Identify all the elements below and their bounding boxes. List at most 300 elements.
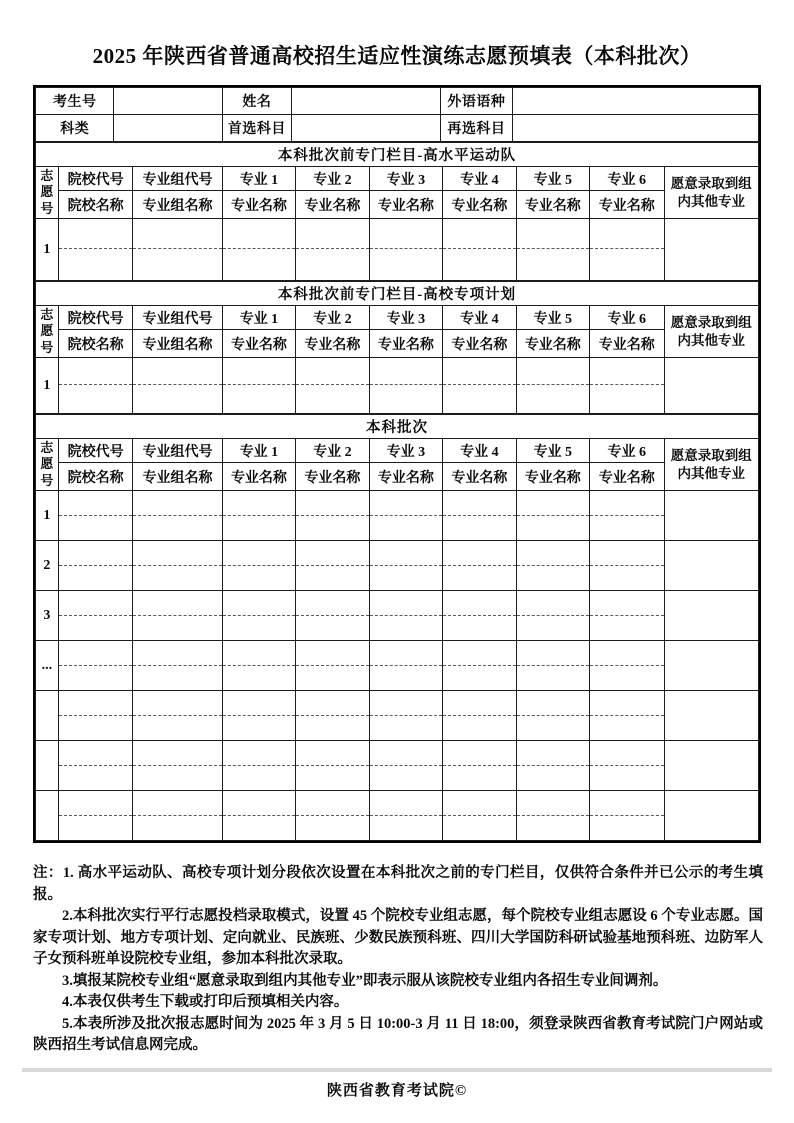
name-field[interactable]: [223, 616, 295, 640]
code-field[interactable]: [370, 358, 442, 385]
code-field[interactable]: [590, 691, 663, 716]
name-field[interactable]: [59, 766, 132, 790]
adjustment-field[interactable]: [664, 491, 758, 541]
name-field[interactable]: [590, 249, 663, 280]
name-field[interactable]: [370, 616, 442, 640]
name-field[interactable]: [223, 666, 295, 690]
major-2-cell: [296, 219, 369, 281]
name-field[interactable]: [590, 385, 663, 413]
name-field[interactable]: [296, 566, 368, 590]
name-field[interactable]: [370, 766, 442, 790]
volunteer-row: [36, 491, 759, 541]
major-group-name-header: 专业组名称: [133, 330, 222, 358]
volunteer-no-cell: ...: [36, 641, 59, 691]
code-field[interactable]: [370, 541, 442, 566]
name-field[interactable]: [517, 616, 589, 640]
major-group-code-header: 专业组代号: [133, 439, 222, 463]
name-field[interactable]: [590, 716, 663, 740]
name-field[interactable]: [296, 766, 368, 790]
name-field[interactable]: [517, 716, 589, 740]
code-field[interactable]: [223, 591, 295, 616]
major-2-header: 专业 2: [296, 167, 369, 191]
code-field[interactable]: [517, 691, 589, 716]
name-field[interactable]: [296, 716, 368, 740]
willing-adjustment-header: 愿意录取到组内其他专业: [664, 167, 758, 219]
name-field[interactable]: [59, 385, 132, 413]
code-field[interactable]: [517, 358, 589, 385]
major-2-cell: [296, 541, 369, 591]
code-field[interactable]: [223, 791, 295, 816]
code-field[interactable]: [443, 541, 515, 566]
candidate-info-table: [35, 87, 759, 142]
name-field[interactable]: [133, 816, 221, 840]
name-field[interactable]: [517, 385, 589, 413]
major-6-cell: [590, 641, 664, 691]
name-field[interactable]: [296, 516, 368, 540]
code-field[interactable]: [517, 641, 589, 666]
section-table-undergraduate-batch: [35, 414, 759, 841]
header-name-row: [36, 330, 759, 358]
name-field[interactable]: [133, 766, 221, 790]
name-field[interactable]: [443, 249, 515, 280]
name-field[interactable]: [59, 516, 132, 540]
adjustment-field[interactable]: [664, 641, 758, 691]
major-5-cell: [516, 491, 589, 541]
volunteer-no-cell: 3: [36, 591, 59, 641]
code-field[interactable]: [133, 358, 221, 385]
code-field[interactable]: [59, 591, 132, 616]
major-1-cell: [222, 358, 295, 414]
name-field[interactable]: [296, 616, 368, 640]
code-field[interactable]: [590, 741, 663, 766]
major-group-code-cell: [133, 491, 222, 541]
name-field[interactable]: [590, 566, 663, 590]
volunteer-no-cell: 2: [36, 541, 59, 591]
info-row-1: [36, 88, 759, 115]
major-5-cell: [516, 691, 589, 741]
major-name-header: 专业名称: [296, 330, 369, 358]
name-field[interactable]: [296, 385, 368, 413]
code-field[interactable]: [59, 691, 132, 716]
name-field[interactable]: [133, 249, 221, 280]
college-code-cell: [58, 591, 132, 641]
college-code-cell: [58, 691, 132, 741]
code-field[interactable]: [223, 491, 295, 516]
name-field[interactable]: [296, 666, 368, 690]
code-field[interactable]: [517, 591, 589, 616]
name-field[interactable]: [296, 249, 368, 280]
name-field[interactable]: [443, 816, 515, 840]
name-field[interactable]: [370, 566, 442, 590]
code-field[interactable]: [59, 541, 132, 566]
major-1-cell: [222, 591, 295, 641]
code-field[interactable]: [590, 491, 663, 516]
code-field[interactable]: [133, 219, 221, 249]
major-6-header: 专业 6: [590, 439, 664, 463]
name-field[interactable]: [590, 666, 663, 690]
college-code-header: 院校代号: [58, 167, 132, 191]
name-label: 姓名: [222, 88, 292, 115]
header-name-row: [36, 463, 759, 491]
major-group-code-cell: [133, 541, 222, 591]
code-field[interactable]: [223, 541, 295, 566]
code-field[interactable]: [133, 541, 221, 566]
name-field[interactable]: [590, 616, 663, 640]
volunteer-row: [36, 741, 759, 791]
code-field[interactable]: [59, 641, 132, 666]
code-field[interactable]: [296, 591, 368, 616]
major-4-cell: [443, 641, 516, 691]
major-name-header: 专业名称: [296, 191, 369, 219]
code-field[interactable]: [517, 741, 589, 766]
college-code-header: 院校代号: [58, 306, 132, 330]
name-field[interactable]: [590, 816, 663, 840]
college-code-cell: [58, 358, 132, 414]
major-4-header: 专业 4: [443, 439, 516, 463]
code-field[interactable]: [296, 541, 368, 566]
major-4-cell: [443, 541, 516, 591]
name-field[interactable]: [59, 249, 132, 280]
major-name-header: 专业名称: [516, 191, 589, 219]
code-field[interactable]: [443, 491, 515, 516]
first-subject-field[interactable]: [292, 115, 441, 142]
name-field[interactable]: [443, 666, 515, 690]
major-4-cell: [443, 219, 516, 281]
code-field[interactable]: [59, 791, 132, 816]
major-3-cell: [369, 741, 442, 791]
code-field[interactable]: [296, 491, 368, 516]
code-field[interactable]: [370, 491, 442, 516]
name-field[interactable]: [443, 616, 515, 640]
major-name-header: 专业名称: [222, 191, 295, 219]
name-field[interactable]: [133, 516, 221, 540]
major-1-header: 专业 1: [222, 439, 295, 463]
major-group-name-header: 专业组名称: [133, 191, 222, 219]
major-group-code-cell: [133, 741, 222, 791]
major-name-header: 专业名称: [443, 330, 516, 358]
volunteer-row: [36, 541, 759, 591]
name-field[interactable]: [133, 385, 221, 413]
major-3-cell: [369, 641, 442, 691]
volunteer-row: [36, 358, 759, 414]
adjustment-field[interactable]: [664, 219, 758, 281]
name-field[interactable]: [133, 666, 221, 690]
major-3-header: 专业 3: [369, 306, 442, 330]
foreign-language-field[interactable]: [512, 88, 758, 115]
section-title-row: [36, 143, 759, 167]
code-field[interactable]: [370, 591, 442, 616]
major-5-cell: [516, 358, 589, 414]
major-1-cell: [222, 691, 295, 741]
code-field[interactable]: [517, 491, 589, 516]
section-title-university-special-plan: 本科批次前专门栏目-高校专项计划: [36, 282, 759, 306]
name-field[interactable]: [59, 666, 132, 690]
code-field[interactable]: [443, 741, 515, 766]
code-field[interactable]: [59, 358, 132, 385]
adjustment-field[interactable]: [664, 541, 758, 591]
name-field[interactable]: [370, 816, 442, 840]
code-field[interactable]: [59, 219, 132, 249]
adjustment-field[interactable]: [664, 691, 758, 741]
code-field[interactable]: [590, 358, 663, 385]
footer-text: 陕西省教育考试院©: [326, 1082, 468, 1099]
major-name-header: 专业名称: [369, 463, 442, 491]
major-name-header: 专业名称: [369, 330, 442, 358]
major-2-header: 专业 2: [296, 439, 369, 463]
college-code-cell: [58, 219, 132, 281]
major-group-code-cell: [133, 219, 222, 281]
candidate-no-label: 考生号: [36, 88, 114, 115]
major-5-header: 专业 5: [516, 306, 589, 330]
section-table-high-level-sports-team: [35, 142, 759, 281]
second-subject-field[interactable]: [512, 115, 758, 142]
name-field[interactable]: [370, 385, 442, 413]
code-field[interactable]: [296, 691, 368, 716]
major-1-cell: [222, 541, 295, 591]
major-name-header: 专业名称: [516, 330, 589, 358]
code-field[interactable]: [133, 641, 221, 666]
volunteer-row: [36, 591, 759, 641]
major-2-cell: [296, 691, 369, 741]
major-group-code-cell: [133, 358, 222, 414]
name-field[interactable]: [59, 816, 132, 840]
volunteer-no-header: 志 愿 号: [36, 167, 59, 219]
code-field[interactable]: [370, 691, 442, 716]
info-row-2: [36, 115, 759, 142]
major-group-name-header: 专业组名称: [133, 463, 222, 491]
code-field[interactable]: [590, 791, 663, 816]
major-name-header: 专业名称: [516, 463, 589, 491]
name-field[interactable]: [370, 249, 442, 280]
code-field[interactable]: [370, 641, 442, 666]
code-field[interactable]: [590, 641, 663, 666]
foreign-language-label: 外语语种: [441, 88, 513, 115]
name-field[interactable]: [59, 566, 132, 590]
subject-category-field[interactable]: [114, 115, 222, 142]
code-field[interactable]: [590, 219, 663, 249]
name-field[interactable]: [133, 566, 221, 590]
name-field[interactable]: [370, 716, 442, 740]
note-prefix: 注：: [33, 865, 63, 881]
code-field[interactable]: [443, 219, 515, 249]
code-field[interactable]: [223, 691, 295, 716]
major-5-cell: [516, 219, 589, 281]
major-5-cell: [516, 541, 589, 591]
volunteer-row: [36, 691, 759, 741]
major-3-cell: [369, 219, 442, 281]
college-code-cell: [58, 741, 132, 791]
major-1-cell: [222, 641, 295, 691]
name-field[interactable]: [443, 385, 515, 413]
major-4-header: 专业 4: [443, 306, 516, 330]
name-field[interactable]: [223, 385, 295, 413]
major-name-header: 专业名称: [443, 463, 516, 491]
volunteer-no-cell: [36, 691, 59, 741]
major-group-code-cell: [133, 691, 222, 741]
code-field[interactable]: [370, 741, 442, 766]
major-4-cell: [443, 791, 516, 841]
college-code-header: 院校代号: [58, 439, 132, 463]
name-field[interactable]: [223, 816, 295, 840]
adjustment-field[interactable]: [664, 741, 758, 791]
major-group-code-cell: [133, 641, 222, 691]
code-field[interactable]: [370, 219, 442, 249]
name-field[interactable]: [590, 516, 663, 540]
major-name-header: 专业名称: [590, 463, 664, 491]
code-field[interactable]: [590, 541, 663, 566]
name-field[interactable]: [517, 666, 589, 690]
major-group-code-header: 专业组代号: [133, 306, 222, 330]
name-field[interactable]: [443, 766, 515, 790]
name-field[interactable]: [223, 716, 295, 740]
code-field[interactable]: [517, 541, 589, 566]
major-3-cell: [369, 691, 442, 741]
volunteer-no-header: 志 愿 号: [36, 306, 59, 358]
note-1-text: 1. 高水平运动队、高校专项计划分段依次设置在本科批次之前的专门栏目，仅供符合条件并已公示的考生填报。: [33, 865, 763, 903]
code-field[interactable]: [133, 791, 221, 816]
college-name-header: 院校名称: [58, 191, 132, 219]
major-name-header: 专业名称: [222, 463, 295, 491]
adjustment-field[interactable]: [664, 791, 758, 841]
volunteer-no-cell: [36, 791, 59, 841]
major-4-cell: [443, 691, 516, 741]
name-field[interactable]: [292, 88, 441, 115]
name-field[interactable]: [223, 566, 295, 590]
code-field[interactable]: [59, 741, 132, 766]
name-field[interactable]: [443, 516, 515, 540]
section-title-high-level-sports-team: 本科批次前专门栏目-高水平运动队: [36, 143, 759, 167]
major-2-cell: [296, 791, 369, 841]
name-field[interactable]: [517, 766, 589, 790]
code-field[interactable]: [223, 741, 295, 766]
section-title-row: [36, 415, 759, 439]
name-field[interactable]: [133, 616, 221, 640]
major-1-cell: [222, 741, 295, 791]
major-1-cell: [222, 219, 295, 281]
code-field[interactable]: [133, 591, 221, 616]
major-2-cell: [296, 641, 369, 691]
major-6-cell: [590, 741, 664, 791]
college-code-cell: [58, 641, 132, 691]
code-field[interactable]: [296, 791, 368, 816]
note-5: 5.本表所涉及批次报志愿时间为 2025 年 3 月 5 日 10:00-3 月 11 日 18:00，须登录陕西省教育考试院门户网站或陕西招生考试信息网完成。: [33, 1015, 763, 1053]
name-field[interactable]: [223, 249, 295, 280]
name-field[interactable]: [59, 616, 132, 640]
college-name-header: 院校名称: [58, 463, 132, 491]
name-field[interactable]: [223, 516, 295, 540]
section-table-university-special-plan: [35, 281, 759, 414]
major-2-cell: [296, 741, 369, 791]
name-field[interactable]: [517, 249, 589, 280]
name-field[interactable]: [517, 516, 589, 540]
college-code-cell: [58, 491, 132, 541]
major-1-header: 专业 1: [222, 167, 295, 191]
major-name-header: 专业名称: [222, 330, 295, 358]
adjustment-field[interactable]: [664, 358, 758, 414]
name-field[interactable]: [223, 766, 295, 790]
major-1-header: 专业 1: [222, 306, 295, 330]
name-field[interactable]: [370, 666, 442, 690]
code-field[interactable]: [296, 219, 368, 249]
major-3-cell: [369, 591, 442, 641]
code-field[interactable]: [517, 791, 589, 816]
code-field[interactable]: [59, 491, 132, 516]
volunteer-prefill-form: [33, 85, 761, 843]
major-3-cell: [369, 541, 442, 591]
major-3-cell: [369, 358, 442, 414]
batch-sections: [35, 142, 759, 841]
major-1-cell: [222, 791, 295, 841]
major-6-header: 专业 6: [590, 167, 664, 191]
volunteer-no-cell: 1: [36, 219, 59, 281]
major-2-cell: [296, 491, 369, 541]
adjustment-field[interactable]: [664, 591, 758, 641]
name-field[interactable]: [443, 566, 515, 590]
code-field[interactable]: [296, 358, 368, 385]
major-5-header: 专业 5: [516, 439, 589, 463]
major-3-cell: [369, 491, 442, 541]
major-5-cell: [516, 791, 589, 841]
footer-divider: [22, 1068, 772, 1072]
code-field[interactable]: [590, 591, 663, 616]
code-field[interactable]: [296, 741, 368, 766]
major-6-cell: [590, 219, 664, 281]
name-field[interactable]: [517, 566, 589, 590]
major-4-cell: [443, 491, 516, 541]
code-field[interactable]: [443, 791, 515, 816]
code-field[interactable]: [443, 641, 515, 666]
code-field[interactable]: [133, 491, 221, 516]
major-5-cell: [516, 591, 589, 641]
code-field[interactable]: [517, 219, 589, 249]
major-6-header: 专业 6: [590, 306, 664, 330]
code-field[interactable]: [133, 691, 221, 716]
notes: [33, 863, 763, 1057]
major-name-header: 专业名称: [590, 330, 664, 358]
major-6-cell: [590, 358, 664, 414]
code-field[interactable]: [223, 219, 295, 249]
volunteer-no-cell: 1: [36, 491, 59, 541]
code-field[interactable]: [223, 358, 295, 385]
college-name-header: 院校名称: [58, 330, 132, 358]
major-name-header: 专业名称: [590, 191, 664, 219]
major-6-cell: [590, 691, 664, 741]
note-2: 2.本科批次实行平行志愿投档录取模式，设置 45 个院校专业组志愿，每个院校专业组志愿设 6 个专业志愿。国家专项计划、地方专项计划、定向就业、民族班、少数民族预科班、四川大学国防科研试验基地预科班、边防军人子女预科班单设院校专业组，参加本科批次录取。: [33, 908, 763, 967]
code-field[interactable]: [296, 641, 368, 666]
header-code-row: [36, 439, 759, 463]
code-field[interactable]: [223, 641, 295, 666]
name-field[interactable]: [370, 516, 442, 540]
volunteer-row: [36, 219, 759, 281]
note-4: 4.本表仅供考生下载或打印后预填相关内容。: [62, 994, 349, 1010]
name-field[interactable]: [133, 716, 221, 740]
name-field[interactable]: [59, 716, 132, 740]
code-field[interactable]: [133, 741, 221, 766]
name-field[interactable]: [517, 816, 589, 840]
name-field[interactable]: [590, 766, 663, 790]
candidate-no-field[interactable]: [114, 88, 222, 115]
major-2-cell: [296, 358, 369, 414]
name-field[interactable]: [296, 816, 368, 840]
code-field[interactable]: [370, 791, 442, 816]
code-field[interactable]: [443, 691, 515, 716]
code-field[interactable]: [443, 358, 515, 385]
name-field[interactable]: [443, 716, 515, 740]
major-5-cell: [516, 641, 589, 691]
code-field[interactable]: [443, 591, 515, 616]
major-4-cell: [443, 741, 516, 791]
major-3-cell: [369, 791, 442, 841]
